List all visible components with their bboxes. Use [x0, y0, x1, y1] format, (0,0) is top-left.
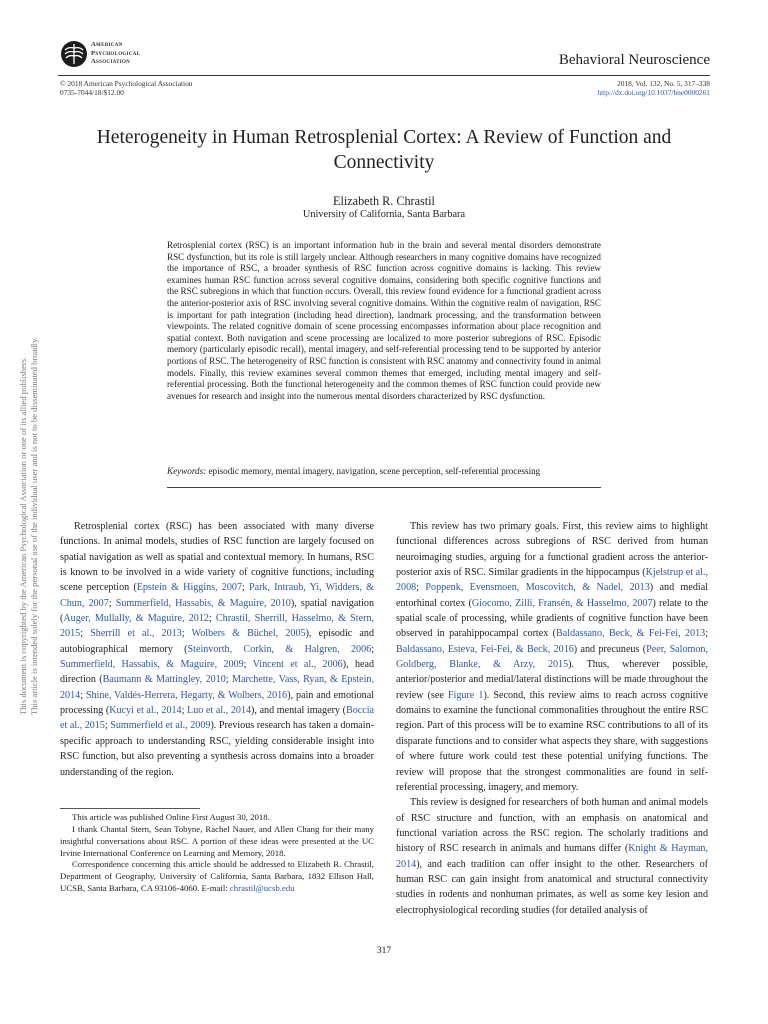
citation-link[interactable]: Luo et al., 2014: [187, 705, 252, 717]
body-text: ;: [416, 582, 426, 594]
volume-meta: [597, 79, 710, 97]
abstract: Retrosplenial cortex (RSC) is an important information hub in the brain and several mental disorders demonstrate RSC dysfunction, but its role is still largely unclear. Although researchers in many cognitive domains have recognized the importance of RSC, a broader synthesis of RSC function across cognitive domains is lacking. This review examines human RSC function across several cognitive domains, considering both specific cognitive functions and the RSC subregions in which that function occurs. Overall, this review found evidence for a functional gradient across the anterior-posterior axis of RSC involving several cognitive domains. Within the cognitive realm of navigation, RSC is important for path integration (including head direction), landmark processing, and the transformation between viewpoints. The related cognitive domain of scene processing encompasses information about place recognition and spatial context. Both navigation and scene processing are localized to more posterior subregions of RSC. Episodic memory (particularly episodic recall), mental imagery, and self-referential processing tend to be supported by anterior portions of RSC. The heterogeneity of RSC function is consistent with RSC anatomy and connectivity found in animal models. Finally, this review examines several common themes that emerged, including mental imagery and self-referential processing. Both the functional heterogeneity and the common themes of RSC function could provide new avenues for research and insight into the numerous mental disorders characterized by RSC dysfunction.: [167, 240, 601, 401]
citation-link[interactable]: Baldassano, Beck, & Fei-Fei, 2013: [556, 628, 706, 640]
copyright-side-notice: This document is copyrighted by the American Psychological Association or one of its allied publishers.: [18, 356, 28, 715]
citation-link[interactable]: Sherrill et al., 2013: [90, 628, 182, 640]
citation-link[interactable]: Chrastil, Sherrill, Hasselmo, & Stern, 2015: [60, 613, 375, 640]
author-affiliation: University of California, Santa Barbara: [302, 209, 466, 220]
author-name: Elizabeth R. Chrastil: [333, 194, 435, 208]
body-text: ), and mental imagery (: [251, 705, 346, 717]
publisher-name-line-1: American: [91, 41, 123, 48]
body-text: ), head direction (: [60, 659, 374, 686]
body-text: ;: [181, 628, 192, 640]
footnote-correspondence: [60, 859, 374, 895]
citation-link[interactable]: Giocomo, Zilli, Fransén, & Hasselmo, 2007: [471, 597, 653, 609]
citation-link[interactable]: Baumann & Mattingley, 2010: [102, 674, 226, 686]
keywords-label: Keywords:: [167, 466, 207, 476]
abstract-divider: [167, 487, 601, 488]
citation-link[interactable]: Wolbers & Büchel, 2005: [191, 628, 306, 640]
citation-link[interactable]: Kjelstrup et al., 2008: [396, 567, 709, 594]
citation-link[interactable]: Vincent et al., 2006: [252, 659, 343, 671]
citation-link[interactable]: Figure 1: [447, 689, 484, 701]
body-text: ) relate to the spatial scale of processing, while gradients of cognitive function have been observed in parahippocampal cortex (: [396, 597, 708, 640]
body-text: ), episodic and autobiographical memory (: [60, 628, 374, 655]
citation-link[interactable]: Park, Intraub, Yi, Widders, & Chun, 2007: [60, 582, 374, 609]
keywords: [167, 466, 601, 478]
citation-link[interactable]: Shine, Valdés-Herrera, Hegarty, & Wolbers, 2016: [85, 689, 288, 701]
body-column-left: [60, 519, 374, 780]
body-text: ;: [371, 643, 374, 655]
citation-link[interactable]: Marchette, Vass, Ryan, & Epstein, 2014: [60, 674, 375, 701]
body-text: ;: [181, 705, 188, 717]
footnotes: [60, 812, 374, 895]
doi-link[interactable]: http://dx.doi.org/10.1037/bne0000261: [597, 88, 710, 98]
citation-link[interactable]: Peer, Salomon, Goldberg, Blanke, & Arzy, 2015: [396, 643, 708, 671]
body-text: ), spatial navigation (: [60, 597, 375, 625]
body-text: This review is designed for researchers of both human and animal models of RSC structure and function, with an emphasis on anatomical and functional variation across the RSC region. The scholarly traditions and history of RSC research in animals and humans differ (: [396, 797, 708, 855]
journal-name: Behavioral Neuroscience: [558, 52, 710, 68]
body-column-right: [396, 519, 708, 918]
article-title: Heterogeneity in Human Retrosplenial Cortex: A Review of Function and Connectivity: [96, 127, 672, 173]
body-text: ), pain and emotional processing (: [60, 689, 375, 717]
citation-link[interactable]: Summerfield et al., 2009: [110, 720, 211, 732]
citation-link[interactable]: Boccia et al., 2015: [60, 705, 375, 732]
keywords-text: episodic memory, mental imagery, navigation, scene perception, self-referential processing: [206, 466, 541, 476]
body-text: ). Thus, wherever possible, anterior/posterior and medial/lateral distinctions will be made throughout the review (see: [396, 659, 709, 701]
footnote-divider: [60, 808, 200, 809]
body-text: ). Previous research has taken a domain-specific approach to understanding RSC, yielding considerable insight into RSC function, but also preventing a synthesis across domains into a broader understanding of the region.: [60, 720, 375, 778]
body-text: ;: [108, 597, 116, 609]
copyright-meta: [60, 79, 192, 97]
body-text: Retrosplenial cortex (RSC) has been associated with many diverse functions. In animal models, studies of RSC function are largely focused on spatial navigation as well as spatial and contextual memory. In humans, RSC is known to be involved in a wide variety of cognitive functions, including scene perception (: [60, 521, 374, 594]
correspondence-text: Correspondence concerning this article should be addressed to Elizabeth R. Chrastil, Department of Geography, University of California, Santa Barbara, 1832 Ellison Hall, UCSB, Santa Barbara, CA 93106-4060. E-mail:: [60, 859, 374, 894]
right-paragraph: [396, 519, 708, 795]
citation-link[interactable]: Knight & Hayman, 2014: [396, 843, 708, 870]
citation-link[interactable]: Summerfield, Hassabis, & Maguire, 2010: [115, 597, 291, 609]
publisher-name-line-3: Association: [91, 58, 131, 66]
body-text: ;: [104, 720, 111, 732]
usage-side-notice: This article is intended solely for the personal use of the individual user and is not to be disseminated broadly.: [29, 337, 39, 715]
footnote-published: This article was published Online First August 30, 2018.: [72, 812, 270, 822]
volume-issue-line: 2018, Vol. 132, No. 5, 317–338: [617, 79, 710, 88]
body-text: ;: [705, 628, 709, 640]
citation-link[interactable]: Steinvorth, Corkin, & Halgren, 2006: [187, 643, 372, 655]
body-text: ). Second, this review aims to reach across cognitive domains to examine the functional commonalities throughout the entire RSC region. Part of this process will be to examine RSC contributions to all of its disparate functions and to consider what aspects they share, with suggestions of where future work could test these potential unifying functions. The review will propose that the strongest commonalities are found in self-referential processing, imagery, and memory.: [396, 689, 708, 793]
citation-link[interactable]: Kucyi et al., 2014: [109, 705, 182, 717]
page-number: 317: [376, 946, 392, 956]
publisher-logo: [60, 40, 230, 70]
right-paragraph: [396, 795, 708, 918]
body-text: ;: [80, 689, 86, 701]
citation-link[interactable]: Poppenk, Evensmoen, Moscovitch, & Nadel, 2013: [425, 582, 650, 594]
body-text: ;: [242, 582, 249, 594]
body-text: ) and precuneus (: [573, 643, 647, 655]
body-text: ;: [80, 628, 91, 640]
body-text: ;: [208, 613, 216, 625]
author-email-link[interactable]: chrastil@ucsb.edu: [229, 883, 295, 894]
apa-seal-icon: [60, 40, 88, 68]
header-divider: [58, 75, 710, 76]
citation-link[interactable]: Auger, Mullally, & Maguire, 2012: [63, 613, 209, 625]
body-text: ;: [243, 659, 253, 671]
body-text: This review has two primary goals. First, this review aims to highlight functional differences across subregions of RSC derived from human neuroimaging studies, arguing for a functional gradient across the anterior-posterior axis of RSC. Similar gradients in the hippocampus (: [396, 521, 708, 579]
body-text: ;: [225, 674, 232, 686]
left-paragraph: [60, 519, 374, 780]
citation-link[interactable]: Summerfield, Hassabis, & Maguire, 2009: [60, 659, 244, 671]
citation-link[interactable]: Baldassano, Esteva, Fei-Fei, & Beck, 2016: [396, 643, 574, 655]
citation-link[interactable]: Epstein & Higgins, 2007: [136, 582, 242, 594]
body-text: ) and medial entorhinal cortex (: [396, 582, 709, 609]
body-text: ), and each tradition can offer insight to the other. Researchers of human RSC can gain insight from anatomical and structural connectivity studies in rodents and nonhuman primates, as well as some key lesion and electrophysiological recording studies (for detailed analysis of: [396, 858, 708, 916]
copyright-line: © 2018 American Psychological Association: [60, 79, 193, 88]
issn-price-line: 0735-7044/18/$12.00: [60, 88, 124, 98]
footnote-thanks: I thank Chantal Stern, Sean Tobyne, Rachel Nauer, and Allen Chang for their many insightful conversations about RSC. A portion of these ideas were presented at the UC Irvine International Conference on Learning and Memory, 2018.: [60, 823, 374, 858]
publisher-name-line-2: Psychological: [91, 49, 141, 57]
